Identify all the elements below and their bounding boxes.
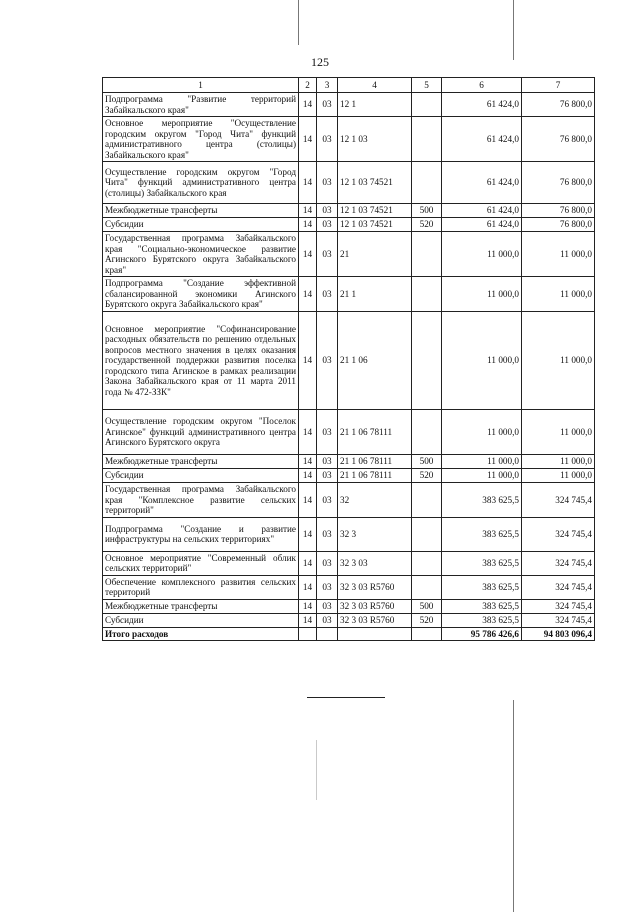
value-col7: 11 000,0 <box>522 469 595 483</box>
target-article-code: 21 1 06 <box>338 312 412 410</box>
value-col7: 11 000,0 <box>522 410 595 455</box>
subsection-code: 03 <box>317 410 338 455</box>
row-name: Осуществление городским округом "Город Чита" функций административного центра (столицы) Забайкальского края <box>103 162 299 204</box>
value-col7: 324 745,4 <box>522 575 595 599</box>
total-row <box>103 627 595 641</box>
subsection-code: 03 <box>317 551 338 575</box>
table-row <box>103 613 595 627</box>
section-code: 14 <box>299 483 317 518</box>
target-article-code: 21 1 <box>338 277 412 312</box>
value-col6: 11 000,0 <box>442 277 522 312</box>
expense-type-code <box>412 575 442 599</box>
section-code: 14 <box>299 312 317 410</box>
column-header: 3 <box>317 78 338 93</box>
expense-type-code: 500 <box>412 599 442 613</box>
scan-artifact-line <box>513 700 514 912</box>
expense-type-code <box>412 483 442 518</box>
value-col7: 11 000,0 <box>522 455 595 469</box>
expenditure-table <box>102 77 595 641</box>
table-row <box>103 517 595 551</box>
expense-type-code: 520 <box>412 613 442 627</box>
section-code: 14 <box>299 162 317 204</box>
table-cell <box>317 627 338 641</box>
row-name: Субсидии <box>103 613 299 627</box>
value-col6: 11 000,0 <box>442 410 522 455</box>
subsection-code: 03 <box>317 455 338 469</box>
row-name: Субсидии <box>103 469 299 483</box>
row-name: Осуществление городским округом "Поселок Агинское" функций административного центра Агинского Бурятского округа <box>103 410 299 455</box>
subsection-code: 03 <box>317 277 338 312</box>
target-article-code: 32 3 03 R5760 <box>338 575 412 599</box>
row-name: Государственная программа Забайкальского края "Комплексное развитие сельских территорий" <box>103 483 299 518</box>
value-col7: 76 800,0 <box>522 204 595 218</box>
target-article-code: 32 <box>338 483 412 518</box>
subsection-code: 03 <box>317 469 338 483</box>
section-code: 14 <box>299 455 317 469</box>
value-col7: 76 800,0 <box>522 117 595 162</box>
value-col6: 61 424,0 <box>442 93 522 117</box>
expense-type-code <box>412 117 442 162</box>
table-cell <box>299 627 317 641</box>
table-row <box>103 312 595 410</box>
expense-type-code <box>412 551 442 575</box>
expense-type-code <box>412 312 442 410</box>
value-col7: 324 745,4 <box>522 517 595 551</box>
target-article-code: 12 1 03 <box>338 117 412 162</box>
section-code: 14 <box>299 613 317 627</box>
section-code: 14 <box>299 218 317 232</box>
value-col6: 11 000,0 <box>442 312 522 410</box>
column-header: 5 <box>412 78 442 93</box>
value-col6: 61 424,0 <box>442 162 522 204</box>
expense-type-code <box>412 517 442 551</box>
table-row <box>103 162 595 204</box>
total-value-col6: 95 786 426,6 <box>442 627 522 641</box>
target-article-code: 21 1 06 78111 <box>338 410 412 455</box>
expense-type-code: 500 <box>412 204 442 218</box>
target-article-code: 12 1 03 74521 <box>338 218 412 232</box>
table-row <box>103 483 595 518</box>
table-row <box>103 599 595 613</box>
row-name: Межбюджетные трансферты <box>103 455 299 469</box>
value-col7: 11 000,0 <box>522 232 595 277</box>
value-col7: 76 800,0 <box>522 218 595 232</box>
value-col7: 76 800,0 <box>522 162 595 204</box>
value-col7: 324 745,4 <box>522 599 595 613</box>
value-col6: 61 424,0 <box>442 218 522 232</box>
scan-artifact-line <box>298 0 299 45</box>
table-row <box>103 277 595 312</box>
target-article-code: 32 3 03 <box>338 551 412 575</box>
table-cell <box>338 627 412 641</box>
expense-type-code <box>412 410 442 455</box>
page-number: 125 <box>311 55 329 69</box>
expense-type-code: 500 <box>412 455 442 469</box>
scan-artifact-line <box>316 740 317 800</box>
column-header: 2 <box>299 78 317 93</box>
row-name: Государственная программа Забайкальского края "Социально-экономическое развитие Агинского Бурятского округа Забайкальского края" <box>103 232 299 277</box>
value-col7: 11 000,0 <box>522 277 595 312</box>
target-article-code: 21 <box>338 232 412 277</box>
value-col6: 383 625,5 <box>442 551 522 575</box>
target-article-code: 32 3 03 R5760 <box>338 599 412 613</box>
expense-type-code <box>412 162 442 204</box>
value-col7: 324 745,4 <box>522 613 595 627</box>
table-row <box>103 469 595 483</box>
table-row <box>103 218 595 232</box>
subsection-code: 03 <box>317 204 338 218</box>
expense-type-code: 520 <box>412 469 442 483</box>
subsection-code: 03 <box>317 575 338 599</box>
value-col7: 324 745,4 <box>522 483 595 518</box>
table-row <box>103 410 595 455</box>
value-col6: 61 424,0 <box>442 117 522 162</box>
table-row <box>103 117 595 162</box>
subsection-code: 03 <box>317 218 338 232</box>
subsection-code: 03 <box>317 312 338 410</box>
expense-type-code <box>412 232 442 277</box>
row-name: Субсидии <box>103 218 299 232</box>
scan-artifact-line <box>513 0 514 60</box>
section-code: 14 <box>299 410 317 455</box>
subsection-code: 03 <box>317 613 338 627</box>
value-col6: 383 625,5 <box>442 599 522 613</box>
section-code: 14 <box>299 117 317 162</box>
row-name: Межбюджетные трансферты <box>103 204 299 218</box>
row-name: Основное мероприятие "Осуществление городским округом "Город Чита" функций административного центра (столицы) Забайкальского края" <box>103 117 299 162</box>
section-code: 14 <box>299 599 317 613</box>
expense-type-code <box>412 93 442 117</box>
value-col6: 383 625,5 <box>442 483 522 518</box>
table-row <box>103 232 595 277</box>
section-code: 14 <box>299 277 317 312</box>
subsection-code: 03 <box>317 517 338 551</box>
target-article-code: 21 1 06 78111 <box>338 455 412 469</box>
expense-type-code: 520 <box>412 218 442 232</box>
section-code: 14 <box>299 232 317 277</box>
end-of-table-line <box>307 697 385 698</box>
target-article-code: 21 1 06 78111 <box>338 469 412 483</box>
target-article-code: 12 1 <box>338 93 412 117</box>
column-header: 1 <box>103 78 299 93</box>
table-row <box>103 551 595 575</box>
section-code: 14 <box>299 551 317 575</box>
subsection-code: 03 <box>317 483 338 518</box>
subsection-code: 03 <box>317 162 338 204</box>
subsection-code: 03 <box>317 232 338 277</box>
total-value-col7: 94 803 096,4 <box>522 627 595 641</box>
value-col6: 11 000,0 <box>442 455 522 469</box>
subsection-code: 03 <box>317 117 338 162</box>
value-col6: 383 625,5 <box>442 575 522 599</box>
row-name: Подпрограмма "Развитие территорий Забайкальского края" <box>103 93 299 117</box>
value-col7: 324 745,4 <box>522 551 595 575</box>
target-article-code: 12 1 03 74521 <box>338 204 412 218</box>
header-row <box>103 78 595 93</box>
row-name: Обеспечение комплексного развития сельских территорий <box>103 575 299 599</box>
value-col6: 11 000,0 <box>442 469 522 483</box>
target-article-code: 12 1 03 74521 <box>338 162 412 204</box>
value-col7: 76 800,0 <box>522 93 595 117</box>
value-col6: 383 625,5 <box>442 613 522 627</box>
section-code: 14 <box>299 469 317 483</box>
section-code: 14 <box>299 575 317 599</box>
table-row <box>103 204 595 218</box>
value-col6: 61 424,0 <box>442 204 522 218</box>
row-name: Подпрограмма "Создание и развитие инфраструктуры на сельских территориях" <box>103 517 299 551</box>
row-name: Основное мероприятие "Современный облик сельских территорий" <box>103 551 299 575</box>
table-cell <box>412 627 442 641</box>
column-header: 7 <box>522 78 595 93</box>
target-article-code: 32 3 <box>338 517 412 551</box>
column-header: 6 <box>442 78 522 93</box>
table-row <box>103 455 595 469</box>
value-col6: 11 000,0 <box>442 232 522 277</box>
section-code: 14 <box>299 204 317 218</box>
total-label: Итого расходов <box>103 627 299 641</box>
subsection-code: 03 <box>317 599 338 613</box>
subsection-code: 03 <box>317 93 338 117</box>
target-article-code: 32 3 03 R5760 <box>338 613 412 627</box>
row-name: Межбюджетные трансферты <box>103 599 299 613</box>
row-name: Подпрограмма "Создание эффективной сбалансированной экономики Агинского Бурятского округа Забайкальского края" <box>103 277 299 312</box>
section-code: 14 <box>299 93 317 117</box>
value-col7: 11 000,0 <box>522 312 595 410</box>
table-row <box>103 575 595 599</box>
row-name: Основное мероприятие "Софинансирование расходных обязательств по решению отдельных вопросов местного значения в целях оказания государственной поддержки развития поселка городского типа Агинское в рамках реализации Закона Забайкальского края от 11 марта 2011 года № 472-ЗЗК" <box>103 312 299 410</box>
section-code: 14 <box>299 517 317 551</box>
value-col6: 383 625,5 <box>442 517 522 551</box>
expense-type-code <box>412 277 442 312</box>
table-body <box>103 93 595 628</box>
table-row <box>103 93 595 117</box>
column-header: 4 <box>338 78 412 93</box>
